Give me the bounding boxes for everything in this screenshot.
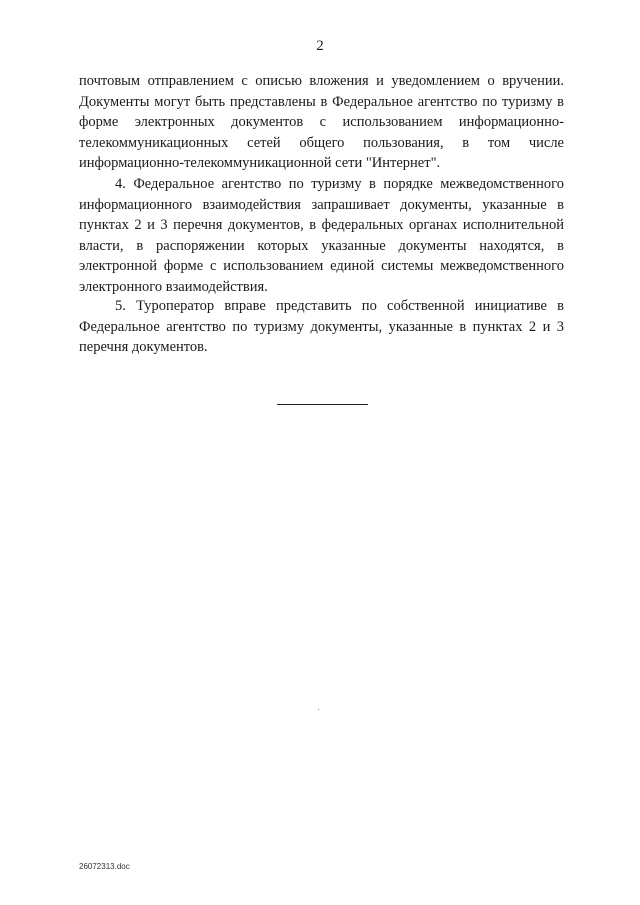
paragraph-text: почтовым отправлением с описью вложения и уведомлением о вручении. Документы могут быть представлены в Федеральное агентство по туризму в форме электронных документов с использованием информационно-телекоммуникационных сетей общего пользования, в том числе информационно-телекоммуникационной сети "Интернет". — [79, 73, 564, 171]
paragraph-item-4 — [79, 174, 564, 297]
paragraph-text: 5. Туроператор вправе представить по собственной инициативе в Федеральное агентство по туризму документы, указанные в пунктах 2 и 3 перечня документов. — [79, 298, 564, 355]
scan-speck — [318, 709, 319, 710]
paragraph-continuation — [79, 71, 564, 174]
page-number: 2 — [316, 38, 324, 54]
file-reference: 26072313.doc — [79, 862, 130, 871]
end-separator-line — [277, 404, 368, 405]
paragraph-item-5 — [79, 296, 564, 358]
paragraph-text: 4. Федеральное агентство по туризму в порядке межведомственного информационного взаимодействия запрашивает документы, указанные в пунктах 2 и 3 перечня документов, в федеральных органах исполнительной власти, в распоряжении которых указанные документы находятся, в электронной форме с использованием единой системы межведомственного электронного взаимодействия. — [79, 176, 564, 295]
